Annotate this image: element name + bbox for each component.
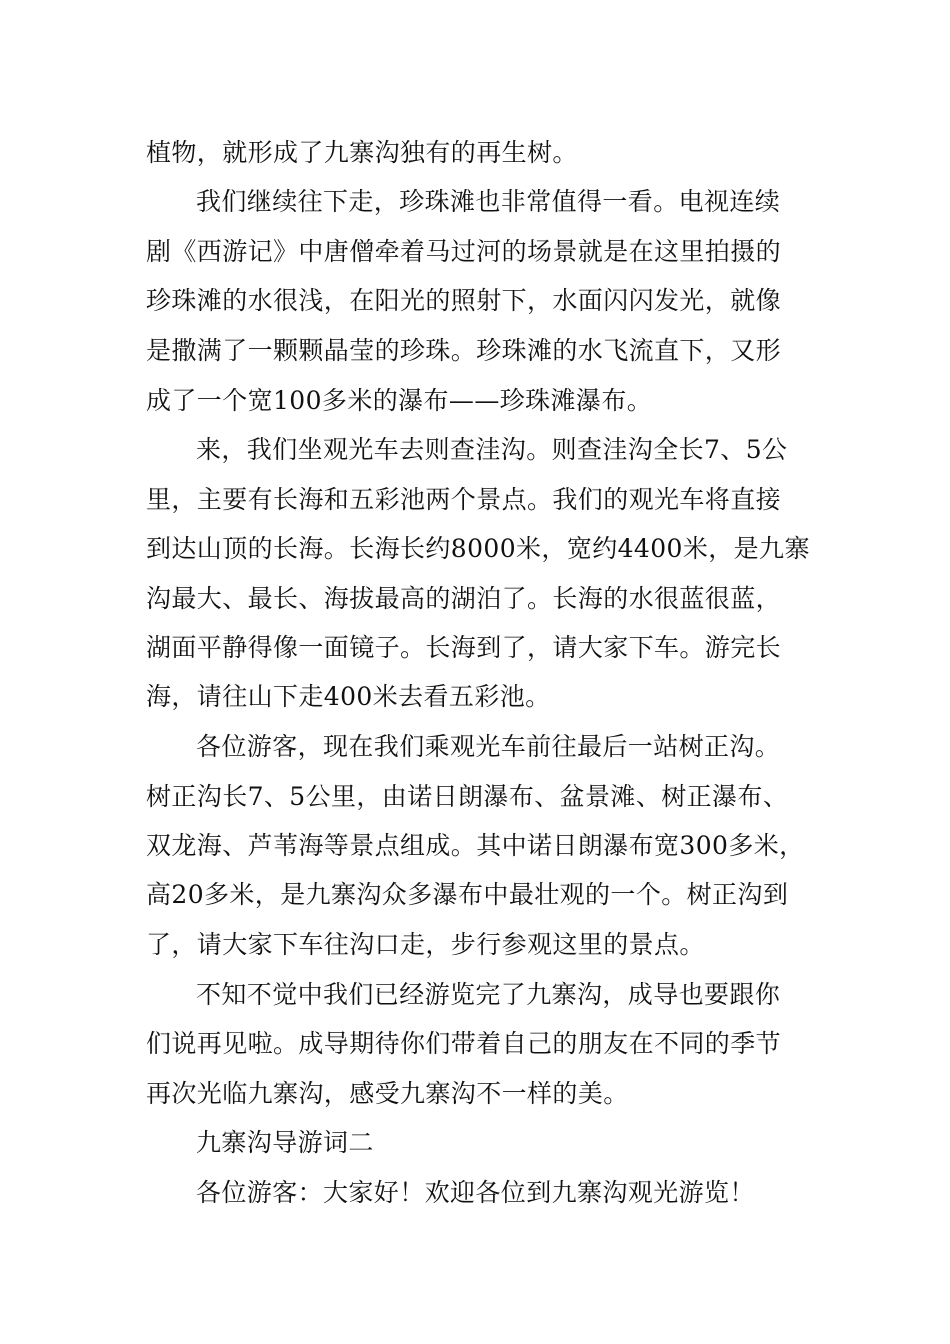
text-line: 到达山顶的长海。长海长约8000米，宽约4400米，是九寨	[146, 534, 810, 563]
text-line: 们说再见啦。成导期待你们带着自己的朋友在不同的季节	[146, 1029, 782, 1058]
text-line: 里，主要有长海和五彩池两个景点。我们的观光车将直接	[146, 485, 782, 514]
text-line: 树正沟长7、5公里，由诺日朗瀑布、盆景滩、树正瀑布、	[146, 782, 789, 811]
paragraph-start: 各位游客，现在我们乘观光车前往最后一站树正沟。	[196, 732, 781, 761]
paragraph-start: 我们继续往下走，珍珠滩也非常值得一看。电视连续	[196, 187, 781, 216]
text-line: 高20多米，是九寨沟众多瀑布中最壮观的一个。树正沟到	[146, 880, 789, 909]
section-heading: 九寨沟导游词二	[196, 1128, 374, 1157]
text-line: 双龙海、芦苇海等景点组成。其中诺日朗瀑布宽300多米，	[146, 831, 805, 860]
text-line: 沟最大、最长、海拔最高的湖泊了。长海的水很蓝很蓝，	[146, 584, 782, 613]
text-line: 成了一个宽100多米的瀑布——珍珠滩瀑布。	[146, 386, 653, 415]
text-line: 海，请往山下走400米去看五彩池。	[146, 682, 551, 711]
paragraph-start: 不知不觉中我们已经游览完了九寨沟，成导也要跟你	[196, 980, 781, 1009]
text-line: 剧《西游记》中唐僧牵着马过河的场景就是在这里拍摄的	[146, 237, 782, 266]
text-line: 湖面平静得像一面镜子。长海到了，请大家下车。游完长	[146, 633, 782, 662]
text-line: 植物，就形成了九寨沟独有的再生树。	[146, 138, 578, 167]
text-line: 珍珠滩的水很浅，在阳光的照射下，水面闪闪发光，就像	[146, 286, 782, 315]
text-line: 是撒满了一颗颗晶莹的珍珠。珍珠滩的水飞流直下，又形	[146, 336, 782, 365]
text-line: 了，请大家下车往沟口走，步行参观这里的景点。	[146, 930, 705, 959]
paragraph-start: 来，我们坐观光车去则查洼沟。则查洼沟全长7、5公	[196, 435, 788, 464]
paragraph-start: 各位游客：大家好！欢迎各位到九寨沟观光游览！	[196, 1178, 755, 1207]
text-line: 再次光临九寨沟，感受九寨沟不一样的美。	[146, 1079, 629, 1108]
